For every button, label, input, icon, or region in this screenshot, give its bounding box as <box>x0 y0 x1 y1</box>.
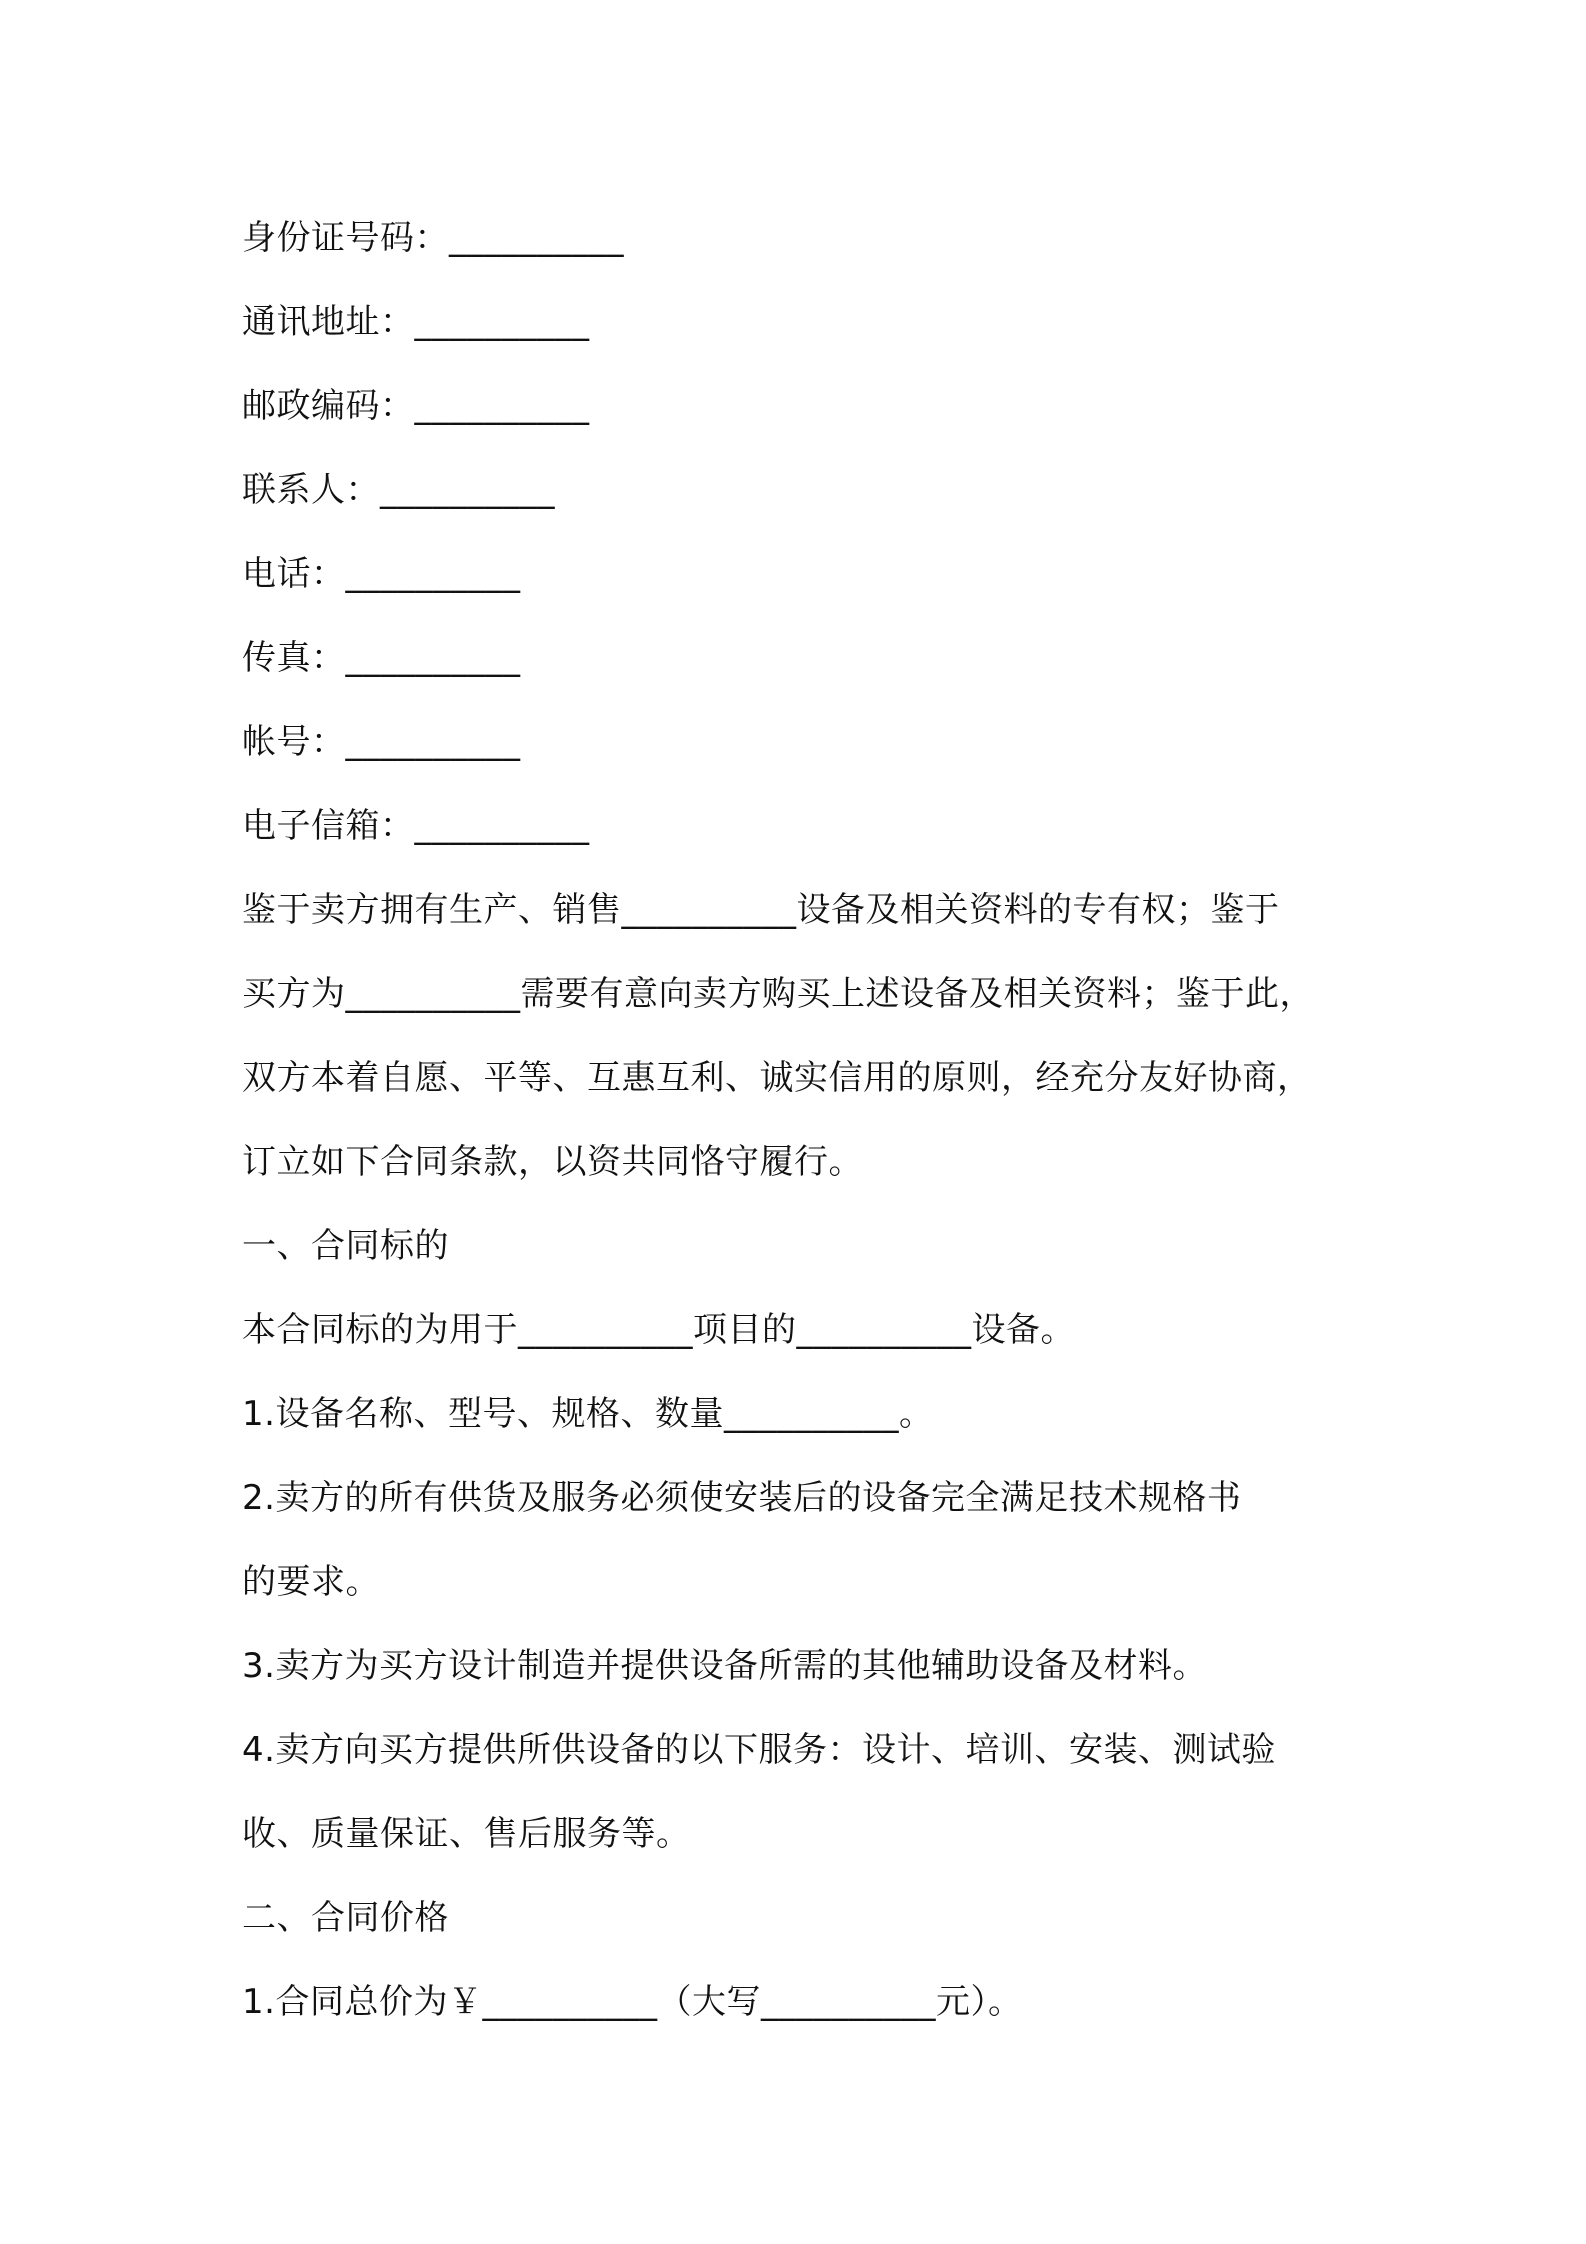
phone-line: 电话：__________ <box>242 554 521 594</box>
clause-1-2-line-2: 的要求。 <box>242 1562 380 1602</box>
subject-statement: 本合同标的为用于__________项目的__________设备。 <box>242 1310 1075 1350</box>
preamble-line-1: 鉴于卖方拥有生产、销售__________设备及相关资料的专有权；鉴于 <box>242 890 1280 930</box>
address-line: 通讯地址：__________ <box>242 302 590 342</box>
clause-1-2-line-1: 2.卖方的所有供货及服务必须使安装后的设备完全满足技术规格书 <box>242 1478 1242 1518</box>
postal-code-line: 邮政编码：__________ <box>242 386 590 426</box>
contact-person-line: 联系人：__________ <box>242 470 555 510</box>
document-page <box>242 196 1392 2044</box>
account-line: 帐号：__________ <box>242 722 521 762</box>
clause-1-4-line-1: 4.卖方向买方提供所供设备的以下服务：设计、培训、安装、测试验 <box>242 1730 1276 1770</box>
clause-1-4-line-2: 收、质量保证、售后服务等。 <box>242 1814 691 1854</box>
clause-2-1: 1.合同总价为￥__________（大写__________元）。 <box>242 1982 1023 2022</box>
section-heading-subject: 一、合同标的 <box>242 1226 449 1266</box>
section-heading-price: 二、合同价格 <box>242 1898 449 1938</box>
preamble-line-3: 双方本着自愿、平等、互惠互利、诚实信用的原则，经充分友好协商， <box>242 1058 1312 1098</box>
preamble-line-4: 订立如下合同条款，以资共同恪守履行。 <box>242 1142 863 1182</box>
preamble-line-2: 买方为__________需要有意向卖方购买上述设备及相关资料；鉴于此， <box>242 974 1314 1014</box>
id-number-line: 身份证号码：__________ <box>242 218 624 258</box>
fax-line: 传真：__________ <box>242 638 521 678</box>
clause-1-1: 1.设备名称、型号、规格、数量__________。 <box>242 1394 934 1434</box>
email-line: 电子信箱：__________ <box>242 806 590 846</box>
clause-1-3: 3.卖方为买方设计制造并提供设备所需的其他辅助设备及材料。 <box>242 1646 1207 1686</box>
